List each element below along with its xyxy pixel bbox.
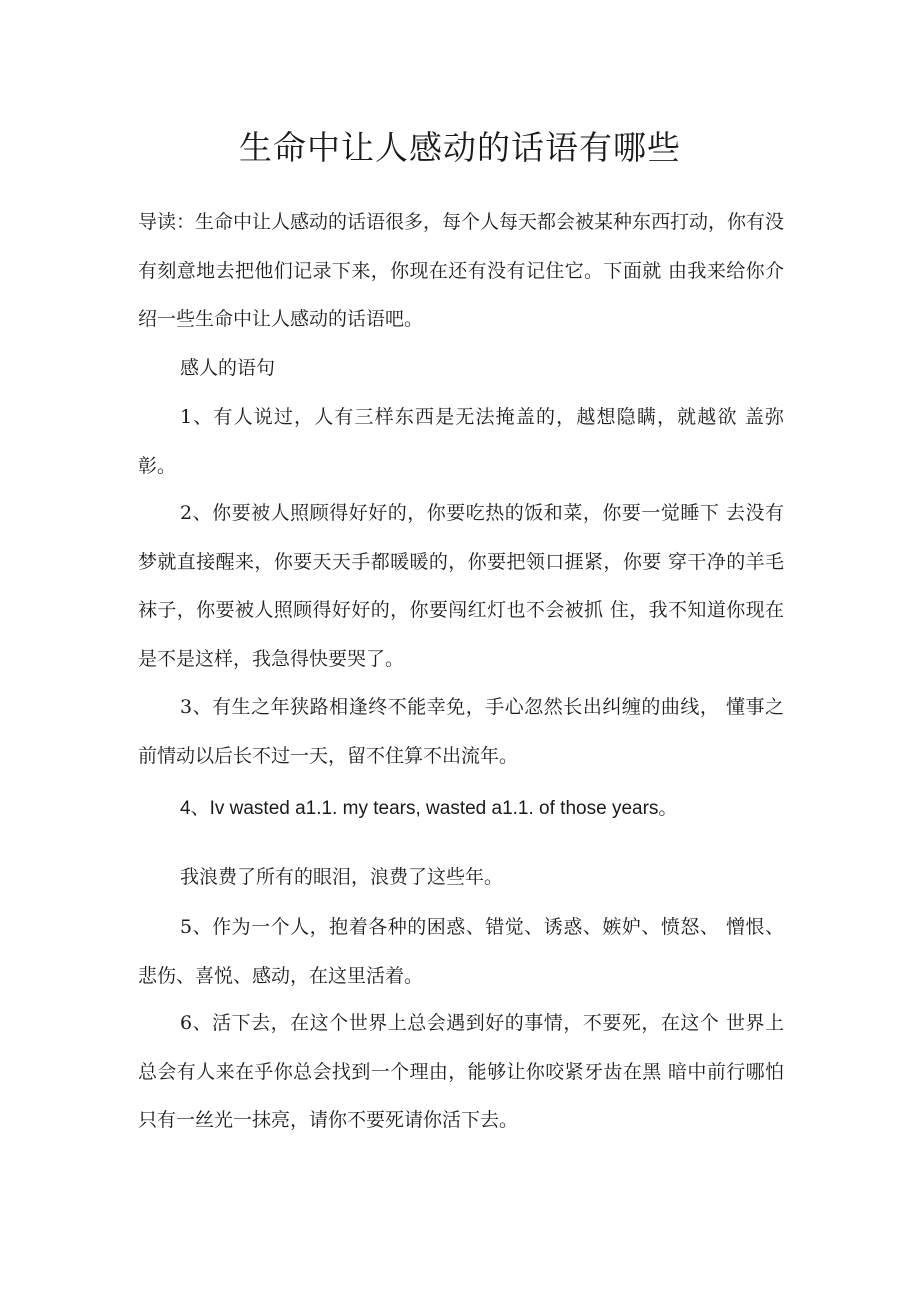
list-item-2: 2、你要被人照顾得好好的，你要吃热的饭和菜，你要一觉睡下 去没有梦就直接醒来，你要天天手都暖暖的，你要把领口捱紧，你要 穿干净的羊毛袜子，你要被人照顾得好好的，你要闯红灯也不会被抓 住，我不知道你现在是不是这样，我急得快要哭了。 [138,502,784,670]
list-item-5: 5、作为一个人，抱着各种的困惑、错觉、诱惑、嫉妒、愤怒、 憎恨、悲伤、喜悦、感动，在这里活着。 [138,916,784,987]
intro-paragraph: 导读：生命中让人感动的话语很多，每个人每天都会被某种东西打动，你有没有刻意地去把他们记录下来，你现在还有没有记住它。下面就 由我来给你介绍一些生命中让人感动的话语吧。 [138,211,785,330]
list-item-1: 1、有人说过，人有三样东西是无法掩盖的，越想隐瞒，就越欲 盖弥彰。 [138,406,784,477]
document-title: 生命中让人感动的话语有哪些 [239,128,681,167]
list-item-4-translation: 我浪费了所有的眼泪，浪费了这些年。 [180,866,504,888]
list-item-3: 3、有生之年狭路相逢终不能幸免，手心忽然长出纠缠的曲线， 懂事之前情动以后长不过一天，留不住算不出流年。 [138,696,784,767]
section-heading: 感人的语句 [180,357,276,379]
list-item-6: 6、活下去，在这个世界上总会遇到好的事情，不要死，在这个 世界上总会有人来在乎你总会找到一个理由，能够让你咬紧牙齿在黑 暗中前行哪怕只有一丝光一抹亮，请你不要死请你活下去。 [138,1012,784,1131]
list-item-4-english: 4、Iv wasted a1.1. my tears, wasted a1.1. of those years。 [180,798,678,819]
